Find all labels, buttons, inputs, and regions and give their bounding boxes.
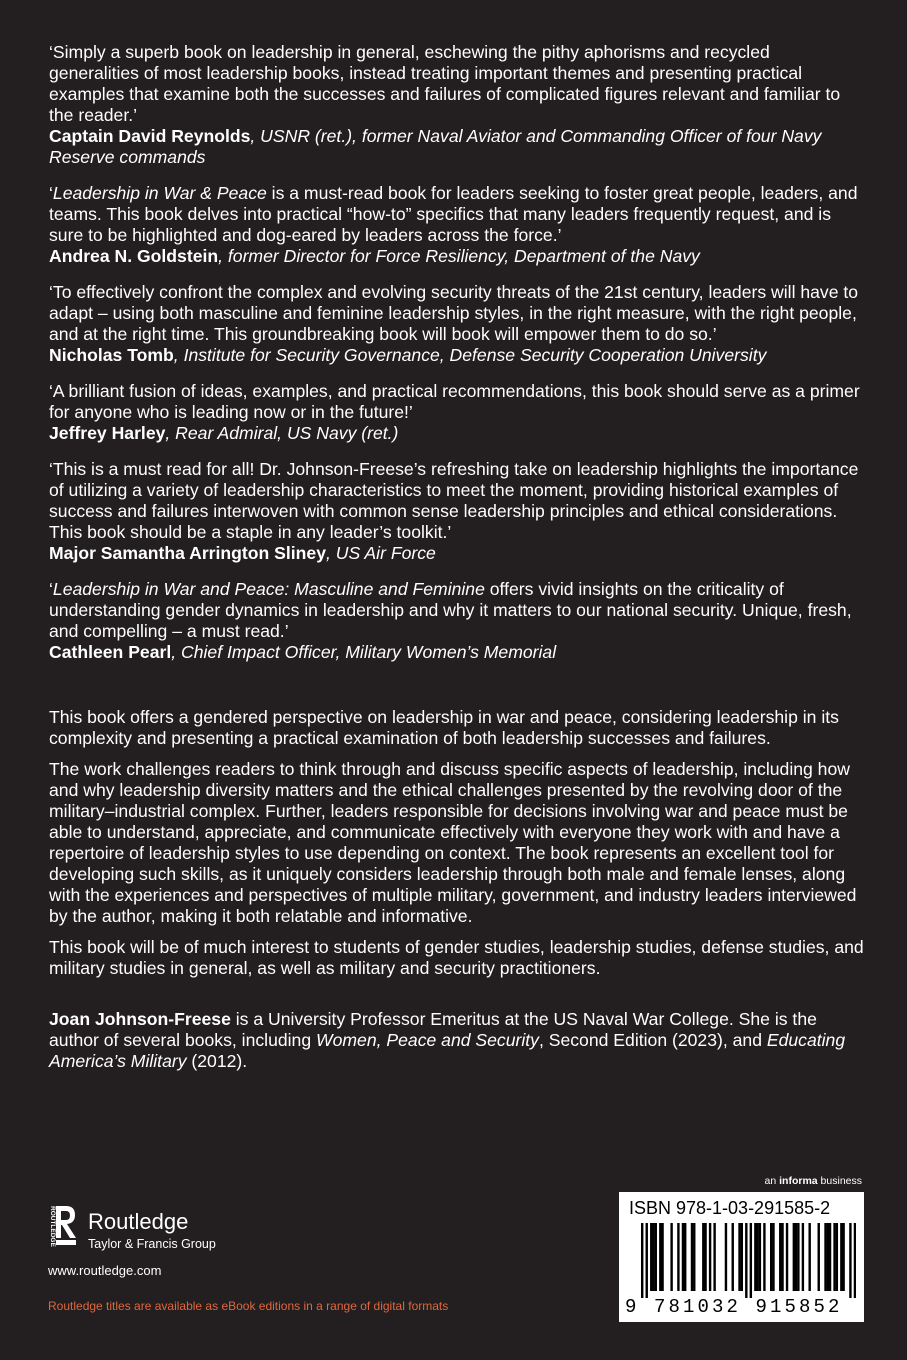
barcode-bar [770, 1223, 772, 1291]
publisher-name: Routledge [88, 1209, 189, 1234]
back-cover-text [49, 42, 864, 1072]
barcode-bars [641, 1223, 856, 1298]
endorser-name: Major Samantha Arrington Sliney [49, 543, 326, 563]
barcode-bar [646, 1223, 648, 1298]
endorser-role: , former Director for Force Resiliency, Department of the Navy [218, 246, 700, 266]
barcode-bar [840, 1223, 842, 1291]
barcode-bar [745, 1223, 747, 1298]
barcode-bar [802, 1223, 804, 1291]
endorsement-attribution [49, 543, 864, 564]
barcode-bar [793, 1223, 795, 1291]
barcode-bar [713, 1223, 715, 1291]
endorsement-quote: ‘A brilliant fusion of ideas, examples, and practical recommendations, this book should serve as a primer for anyone who is leading now or in the future!’ [49, 381, 860, 422]
publisher-website[interactable]: www.routledge.com [48, 1263, 162, 1278]
barcode-bar [836, 1223, 838, 1291]
barcode-bar [829, 1223, 831, 1291]
routledge-vertical-mark: ROUTLEDGE [49, 1206, 56, 1247]
barcode-bar [650, 1223, 652, 1291]
barcode-bar [827, 1223, 829, 1291]
barcode-bar [781, 1223, 783, 1291]
barcode-bar [702, 1223, 704, 1291]
barcode-bar [824, 1223, 826, 1291]
description-paragraph: This book will be of much interest to students of gender studies, leadership studies, defense studies, and military studies in general, as well as military and security practitioners. [49, 937, 864, 978]
barcode-bar [772, 1223, 774, 1291]
endorsement-attribution [49, 423, 864, 444]
barcode-bar [849, 1223, 851, 1298]
bio-book-title: Women, Peace and Security [316, 1030, 539, 1050]
barcode-bar [808, 1223, 810, 1291]
barcode-bar [693, 1223, 695, 1291]
barcode-bar [854, 1223, 856, 1298]
endorser-role: , US Air Force [325, 543, 436, 563]
endorsement-quote: ‘Leadership in War and Peace: Masculine and Feminine offers vivid insights on the criticality of understanding gender dynamics in leadership and why it matters to our national security. Unique, fresh, and compelling – a must read.’ [49, 579, 852, 641]
barcode-bar [741, 1223, 743, 1291]
barcode-bar [750, 1223, 752, 1298]
book-description [49, 707, 864, 979]
bio-text: , Second Edition (2023), and [538, 1030, 767, 1050]
ean-digits: 9 781032 915852 [625, 1296, 843, 1318]
endorsement-attribution [49, 246, 864, 267]
barcode-bar [818, 1223, 820, 1291]
routledge-logo [44, 1204, 244, 1264]
endorsement [49, 183, 864, 267]
routledge-logo-icon [44, 1204, 78, 1254]
bio-text: (2012). [186, 1051, 248, 1071]
endorsement [49, 282, 864, 366]
endorsement-attribution [49, 642, 864, 663]
barcode-bar [652, 1223, 654, 1291]
author-name: Joan Johnson-Freese [49, 1009, 231, 1029]
endorser-role: , USNR (ret.), former Naval Aviator and Commanding Officer of four Navy Reserve commands [49, 126, 822, 167]
endorsement [49, 42, 864, 168]
barcode-bar [759, 1223, 761, 1291]
endorsement [49, 459, 864, 564]
description-paragraph: The work challenges readers to think through and discuss specific aspects of leadership, including how and why leadership diversity matters and the ethical challenges presented by the revolving door of the military–industrial complex. Further, leaders responsible for decisions involving war and peace must be able to understand, appreciate, and communicate effectively with everyone they work with and have a repertoire of leadership styles to use depending on context. The book represents an excellent tool for developing such skills, as it uniquely considers leadership through both male and female lenses, along with the experiences and perspectives of multiple military, government, and industry leaders interviewed by the author, making it both relatable and informative. [49, 759, 857, 926]
barcode-bar [797, 1223, 799, 1291]
barcode-bar [655, 1223, 657, 1291]
barcode-bar [659, 1223, 661, 1291]
endorser-role: , Rear Admiral, US Navy (ret.) [165, 423, 399, 443]
barcode-bar [725, 1223, 727, 1291]
barcode-bar [795, 1223, 797, 1291]
informa-business-line: an informa business [764, 1175, 862, 1187]
barcode-bar [661, 1223, 663, 1291]
barcode-bar [779, 1223, 781, 1291]
bio-book-title: Educating America’s Military [49, 1030, 846, 1071]
isbn-label: ISBN 978-1-03-291585-2 [629, 1198, 831, 1218]
isbn-barcode [619, 1192, 864, 1322]
endorser-name: Nicholas Tomb [49, 345, 174, 365]
publisher-group: Taylor & Francis Group [88, 1237, 216, 1251]
endorser-name: Captain David Reynolds [49, 126, 251, 146]
barcode-bar [709, 1223, 711, 1291]
endorsements [49, 42, 864, 663]
barcode-bar [756, 1223, 758, 1291]
author-bio [49, 1009, 864, 1072]
barcode-bar [732, 1223, 734, 1291]
barcode-bar [641, 1223, 643, 1298]
endorsement-attribution [49, 126, 864, 168]
endorsement [49, 579, 864, 663]
endorsement [49, 381, 864, 444]
endorser-name: Cathleen Pearl [49, 642, 172, 662]
barcode-bar [738, 1223, 740, 1291]
endorser-name: Jeffrey Harley [49, 423, 166, 443]
barcode-bar [763, 1223, 765, 1291]
barcode-bar [677, 1223, 679, 1291]
barcode-bar [691, 1223, 693, 1291]
description-paragraph: This book offers a gendered perspective on leadership in war and peace, considering leadership in its complexity and presenting a practical examination of both leadership successes and failures. [49, 707, 839, 748]
bio-text: is a University Professor Emeritus at the US Naval War College. She is the author of several books, including [49, 1009, 817, 1050]
endorsement-quote: ‘This is a must read for all! Dr. Johnson-Freese’s refreshing take on leadership highlights the importance of utilizing a variety of leadership characteristics to meet the moment, providing historical examples of success and failures interwoven with common sense leadership principles and ethical considerations. This book should be a staple in any leader’s toolkit.’ [49, 459, 859, 542]
endorser-role: , Institute for Security Governance, Defense Security Cooperation University [173, 345, 767, 365]
ebook-note: Routledge titles are available as eBook editions in a range of digital formats [48, 1299, 449, 1313]
endorsement-quote: ‘To effectively confront the complex and evolving security threats of the 21st century, leaders will have to adapt – using both masculine and feminine leadership styles, in the right measure, with the right people, and at the right time. This groundbreaking book will book will empower them to do so.’ [49, 282, 859, 344]
endorsement-quote: ‘Leadership in War & Peace is a must-read book for leaders seeking to foster great people, leaders, and teams. This book delves into practical “how-to” specifics that many leaders frequently request, and is sure to be highlighted and dog-eared by leaders across the force.’ [49, 183, 858, 245]
barcode-bar [842, 1223, 844, 1291]
barcode-bar [682, 1223, 684, 1291]
endorsement-quote: ‘Simply a superb book on leadership in general, eschewing the pithy aphorisms and recycled generalities of most leadership books, instead treating important themes and presenting practical examples that examine both the successes and failures of complicated figures relevant and familiar to the reader.’ [49, 42, 841, 125]
barcode-bar [754, 1223, 756, 1291]
barcode-bar [684, 1223, 686, 1291]
endorsement-attribution [49, 345, 864, 366]
barcode-bar [670, 1223, 672, 1291]
barcode-bar [704, 1223, 706, 1291]
barcode-bar [786, 1223, 788, 1291]
barcode-bar [833, 1223, 835, 1291]
endorser-role: , Chief Impact Officer, Military Women’s Memorial [171, 642, 557, 662]
endorser-name: Andrea N. Goldstein [49, 246, 219, 266]
